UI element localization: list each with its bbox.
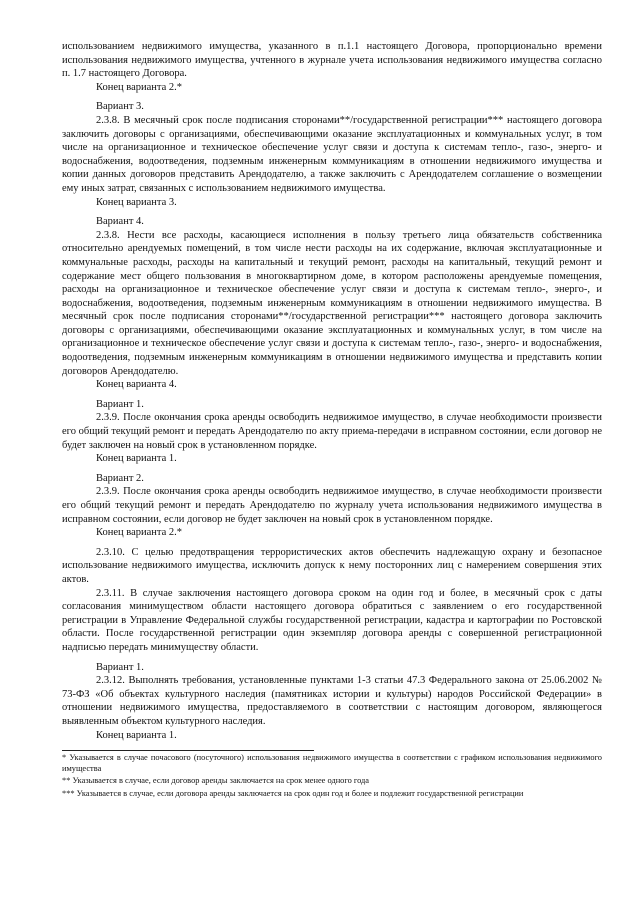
clause-paragraph: 2.3.9. После окончания срока аренды освободить недвижимое имущество, в случае необходимости произвести его общий текущий ремонт и передать Арендодателю по журналу учета использования недвижимого имущества в исправном состоянии, если договор не будет заключен на новый срок в установленном порядке. [62, 486, 602, 525]
document-page [62, 40, 602, 801]
clause-paragraph: 2.3.11. В случае заключения настоящего договора сроком на один год и более, в месячный срок с даты согласования минимуществом области настоящего договора обратиться с заявлением о его государственной регистрации в Управление Федеральной службы государственной регистрации, кадастра и картографии по Ростовской области. После государственной регистрации один экземпляр договора аренды с совершенной регистрационной надписью передать минимуществу области. [62, 587, 602, 653]
variant-marker: Вариант 4. [96, 216, 144, 228]
footnote: ** Указывается в случае, если договор аренды заключается на срок менее одного года [62, 776, 370, 786]
variant-marker: Конец варианта 1. [96, 453, 177, 465]
variant-marker: Конец варианта 2.* [96, 81, 183, 93]
footnote: *** Указывается в случае, если договора аренды заключается на срок один год и более и подлежит государственной регистрации [62, 788, 524, 798]
variant-marker: Конец варианта 2.* [96, 527, 183, 539]
clause-paragraph: 2.3.8. Нести все расходы, касающиеся исполнения в пользу третьего лица обязательств собственника относительно арендуемых помещений, в том числе нести расходы на их содержание, включая эксплуатационные и коммунальные расходы, расходы на капитальный и текущий ремонт, расходы на капитальный, текущий ремонт и содержание мест общего пользования в многоквартирном доме, в котором расположены арендуемые помещения, расходы на организационное и техническое обеспечение услуг связи и доступа к системам тепло-, энерго-, и водоснабжения, водоотведения, подземным инженерным коммуникациям в отношении недвижимого имущества. В месячный срок после подписания сторонами**/государственной регистрации*** настоящего договора заключить договоры с организациями, обеспечивающими оказание эксплуатационных и коммунальных услуг, в том числе на организационное и техническое обеспечение услуг связи и доступа к системам тепло-, газо-, энерго- и водоснабжения, водоотведения, подземным инженерным коммуникациям в отношении недвижимого имущества и представить копии договоров Арендодателю. [62, 229, 602, 377]
clause-paragraph: 2.3.12. Выполнять требования, установленные пунктами 1-3 статьи 47.3 Федерального закона от 25.06.2002 № 73-ФЗ «Об объектах культурного наследия (памятниках истории и культуры) народов Российской Федерации» в отношении недвижимого имущества, предоставляемого в соответствии с настоящим договором, являющегося выявленным объектом культурного наследия. [62, 675, 602, 727]
clause-paragraph: 2.3.9. После окончания срока аренды освободить недвижимое имущество, в случае необходимости произвести его общий текущий ремонт и передать Арендодателю по акту приема-передачи в исправном состоянии, если договор не будет заключен на новый срок в установленном порядке. [62, 412, 602, 451]
variant-marker: Конец варианта 3. [96, 196, 177, 208]
footnotes [62, 753, 602, 799]
clause-paragraph: 2.3.8. В месячный срок после подписания сторонами**/государственной регистрации*** настоящего договора заключить договоры с организациями, обеспечивающими оказание эксплуатационных и коммунальных услуг, в том числе на организационное и техническое обеспечение услуг связи и доступа к системам тепло-, газо-, энерго- и водоснабжения, водоотведения, подземным инженерным коммуникациям в отношении недвижимого имущества и копии данных договоров представить Арендодателю, а также заключить с Арендодателем соглашение о возмещении ему иных затрат, связанных с использованием недвижимого имущества. [62, 114, 602, 194]
footnote: * Указывается в случае почасового (посуточного) использования недвижимого имущества в соответствии с графиком использования недвижимого имущества [62, 753, 602, 773]
clause-paragraph: 2.3.10. С целью предотвращения террористических актов обеспечить надлежащую охрану и безопасное использование недвижимого имущества, исключить допуск к нему посторонних лиц с намерением совершения этих актов. [62, 546, 602, 585]
variant-marker: Вариант 2. [96, 472, 144, 484]
variant-marker: Конец варианта 4. [96, 379, 177, 391]
variant-marker: Вариант 3. [96, 101, 144, 113]
variant-marker: Вариант 1. [96, 398, 144, 410]
variant-marker: Вариант 1. [96, 661, 144, 673]
variant-marker: Конец варианта 1. [96, 729, 177, 741]
clause-paragraph: использованием недвижимого имущества, указанного в п.1.1 настоящего Договора, пропорционально времени использования недвижимого имущества, учтенного в журнале учета использования недвижимого имущества согласно п. 1.7 настоящего Договора. [62, 41, 602, 80]
document-body [62, 40, 602, 742]
footnote-divider [62, 750, 314, 751]
